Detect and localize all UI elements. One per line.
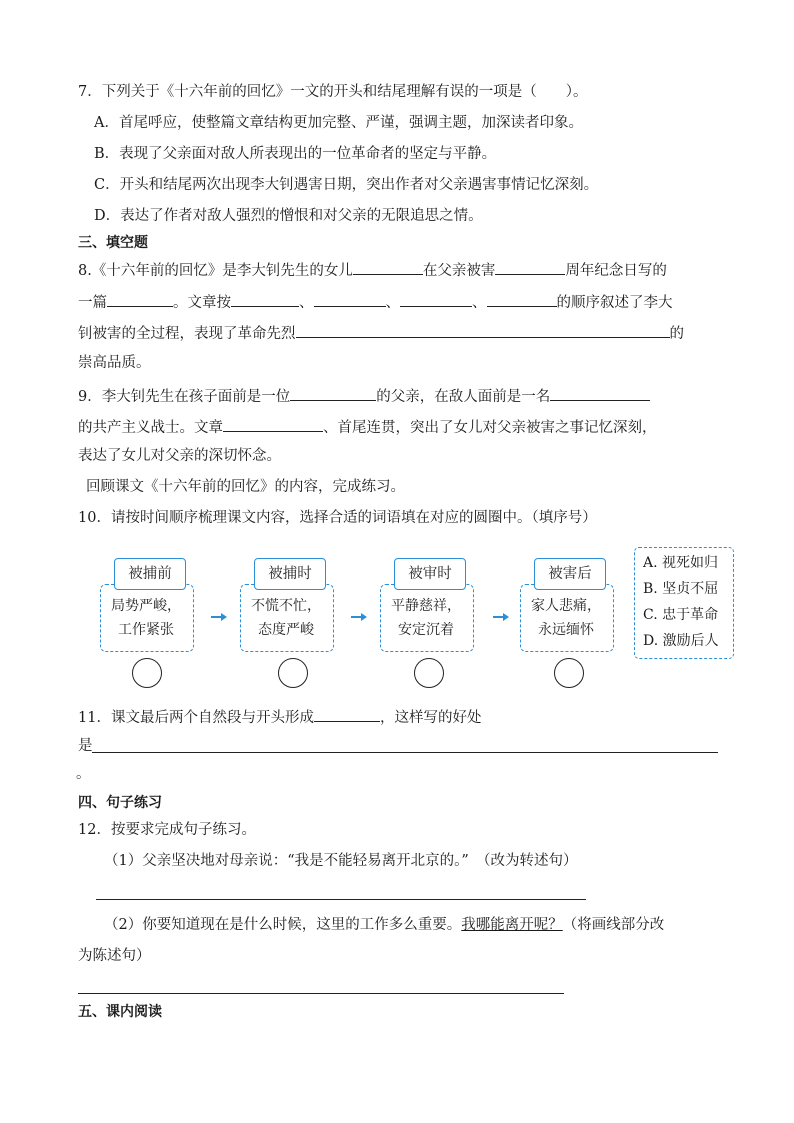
arrow-right-icon — [211, 612, 227, 622]
q8-line-3 — [78, 322, 684, 344]
stage-title-during-arrest: 被捕时 — [254, 558, 326, 590]
stage-title-after-death: 被害后 — [534, 558, 606, 590]
answer-circle[interactable] — [278, 658, 308, 688]
q8-text: 钊被害的全过程，表现了革命先烈 — [78, 326, 296, 342]
choice-a: A. 视死如归 — [643, 555, 719, 571]
answer-circle[interactable] — [554, 658, 584, 688]
q8-text: 一篇 — [78, 295, 107, 311]
stage-title-during-trial: 被审时 — [394, 558, 466, 590]
answer-blank[interactable] — [353, 259, 423, 275]
q8-text: 周年纪念日写的 — [565, 263, 667, 279]
section-title-sentence-practice: 四、句子练习 — [78, 795, 162, 811]
stage-desc-line: 态度严峻 — [258, 622, 314, 638]
section-title-reading: 五、课内阅读 — [78, 1004, 162, 1020]
stage-desc-during-trial — [380, 594, 472, 642]
q11-text: ，这样写的好处 — [379, 710, 482, 726]
stage-desc-after-death — [520, 594, 612, 642]
stage-title-before-arrest: 被捕前 — [114, 558, 186, 590]
q12-sentence-2-cont: 为陈述句） — [78, 948, 151, 964]
arrow-right-icon — [351, 612, 367, 622]
answer-blank[interactable] — [290, 385, 376, 401]
answer-line[interactable] — [78, 993, 564, 994]
answer-blank[interactable] — [107, 291, 173, 307]
answer-circle[interactable] — [132, 658, 162, 688]
q12-stem: 12．按要求完成句子练习。 — [78, 822, 256, 838]
q9-text: 的父亲，在敌人面前是一名 — [376, 389, 551, 405]
q9-text: 、首尾连贯，突出了女儿对父亲被害之事记忆深刻， — [323, 420, 657, 436]
q8-text: 8.《十六年前的回忆》是李大钊先生的女儿 — [78, 263, 353, 279]
stage-desc-line: 平静慈祥， — [391, 598, 461, 614]
answer-blank[interactable] — [231, 291, 299, 307]
answer-blank[interactable] — [296, 322, 670, 338]
stage-desc-before-arrest — [100, 594, 192, 642]
section-title-fill-blank: 三、填空题 — [78, 235, 148, 251]
answer-blank[interactable] — [314, 706, 380, 722]
choice-b: B. 坚贞不屈 — [643, 581, 719, 597]
q8-text: 、 — [299, 295, 314, 311]
q11-line-2: 是 — [78, 738, 93, 754]
q8-line-2 — [78, 291, 673, 313]
stage-desc-line: 不慌不忙， — [251, 598, 321, 614]
q11-line-1 — [78, 706, 481, 728]
q7-option-b: B．表现了父亲面对敌人所表现出的一位革命者的坚定与平静。 — [94, 146, 497, 162]
stage-desc-line: 安定沉着 — [398, 622, 454, 638]
answer-circle[interactable] — [414, 658, 444, 688]
q7-option-a: A．首尾呼应，使整篇文章结构更加完整、严谨，强调主题，加深读者印象。 — [94, 115, 583, 131]
stage-desc-line: 局势严峻， — [111, 598, 181, 614]
q8-text: 在父亲被害 — [422, 263, 496, 279]
answer-blank[interactable] — [550, 385, 650, 401]
q8-text: 。文章按 — [173, 295, 231, 311]
q12-text: （将画线部分改 — [562, 917, 665, 933]
answer-blank[interactable] — [487, 291, 557, 307]
q7-option-d: D．表达了作者对敌人强烈的憎恨和对父亲的无限追思之情。 — [94, 208, 483, 224]
stage-desc-line: 工作紧张 — [118, 622, 174, 638]
q7-stem: 7．下列关于《十六年前的回忆》一文的开头和结尾理解有误的一项是（ ）。 — [78, 84, 588, 100]
q8-line-4: 崇高品质。 — [78, 355, 151, 371]
arrow-right-icon — [493, 612, 509, 622]
q8-text: 、 — [385, 295, 400, 311]
q9-text: 的共产主义战士。文章 — [78, 420, 223, 436]
answer-line[interactable] — [96, 899, 586, 900]
q8-text: 、 — [472, 295, 487, 311]
q9-text: 9．李大钊先生在孩子面前是一位 — [78, 389, 291, 405]
review-instruction: 回顾课文《十六年前的回忆》的内容，完成练习。 — [86, 479, 405, 495]
stage-desc-during-arrest — [240, 594, 332, 642]
answer-blank[interactable] — [223, 416, 323, 432]
q7-option-c: C．开头和结尾两次出现李大钊遇害日期，突出作者对父亲遇害事情记忆深刻。 — [94, 177, 599, 193]
choice-c: C. 忠于革命 — [643, 607, 719, 623]
stage-desc-line: 永远缅怀 — [538, 622, 594, 638]
q12-sentence-2 — [104, 915, 664, 935]
q12-text: （2）你要知道现在是什么时候，这里的工作多么重要。 — [104, 917, 462, 933]
q9-line-2 — [78, 416, 657, 438]
q12-underlined-text: 我哪能离开呢？ — [461, 917, 563, 933]
q8-line-1 — [78, 259, 667, 281]
q11-line-3: 。 — [76, 766, 91, 782]
answer-blank[interactable] — [495, 259, 565, 275]
q8-text: 的顺序叙述了李大 — [556, 295, 673, 311]
answer-blank[interactable] — [400, 291, 472, 307]
q8-text: 的 — [669, 326, 684, 342]
stage-desc-line: 家人悲痛， — [531, 598, 601, 614]
q9-line-1 — [78, 385, 650, 407]
q10-stem: 10．请按时间顺序梳理课文内容，选择合适的词语填在对应的圆圈中。（填序号） — [78, 510, 597, 526]
q11-text: 11．课文最后两个自然段与开头形成 — [78, 710, 314, 726]
word-choices-box — [634, 547, 734, 659]
q12-sentence-1: （1）父亲坚决地对母亲说：“我是不能轻易离开北京的。” （改为转述句） — [104, 853, 578, 869]
q9-line-3: 表达了女儿对父亲的深切怀念。 — [78, 448, 281, 464]
answer-blank[interactable] — [314, 291, 386, 307]
answer-line[interactable] — [92, 752, 718, 753]
choice-d: D. 激励后人 — [643, 633, 719, 649]
